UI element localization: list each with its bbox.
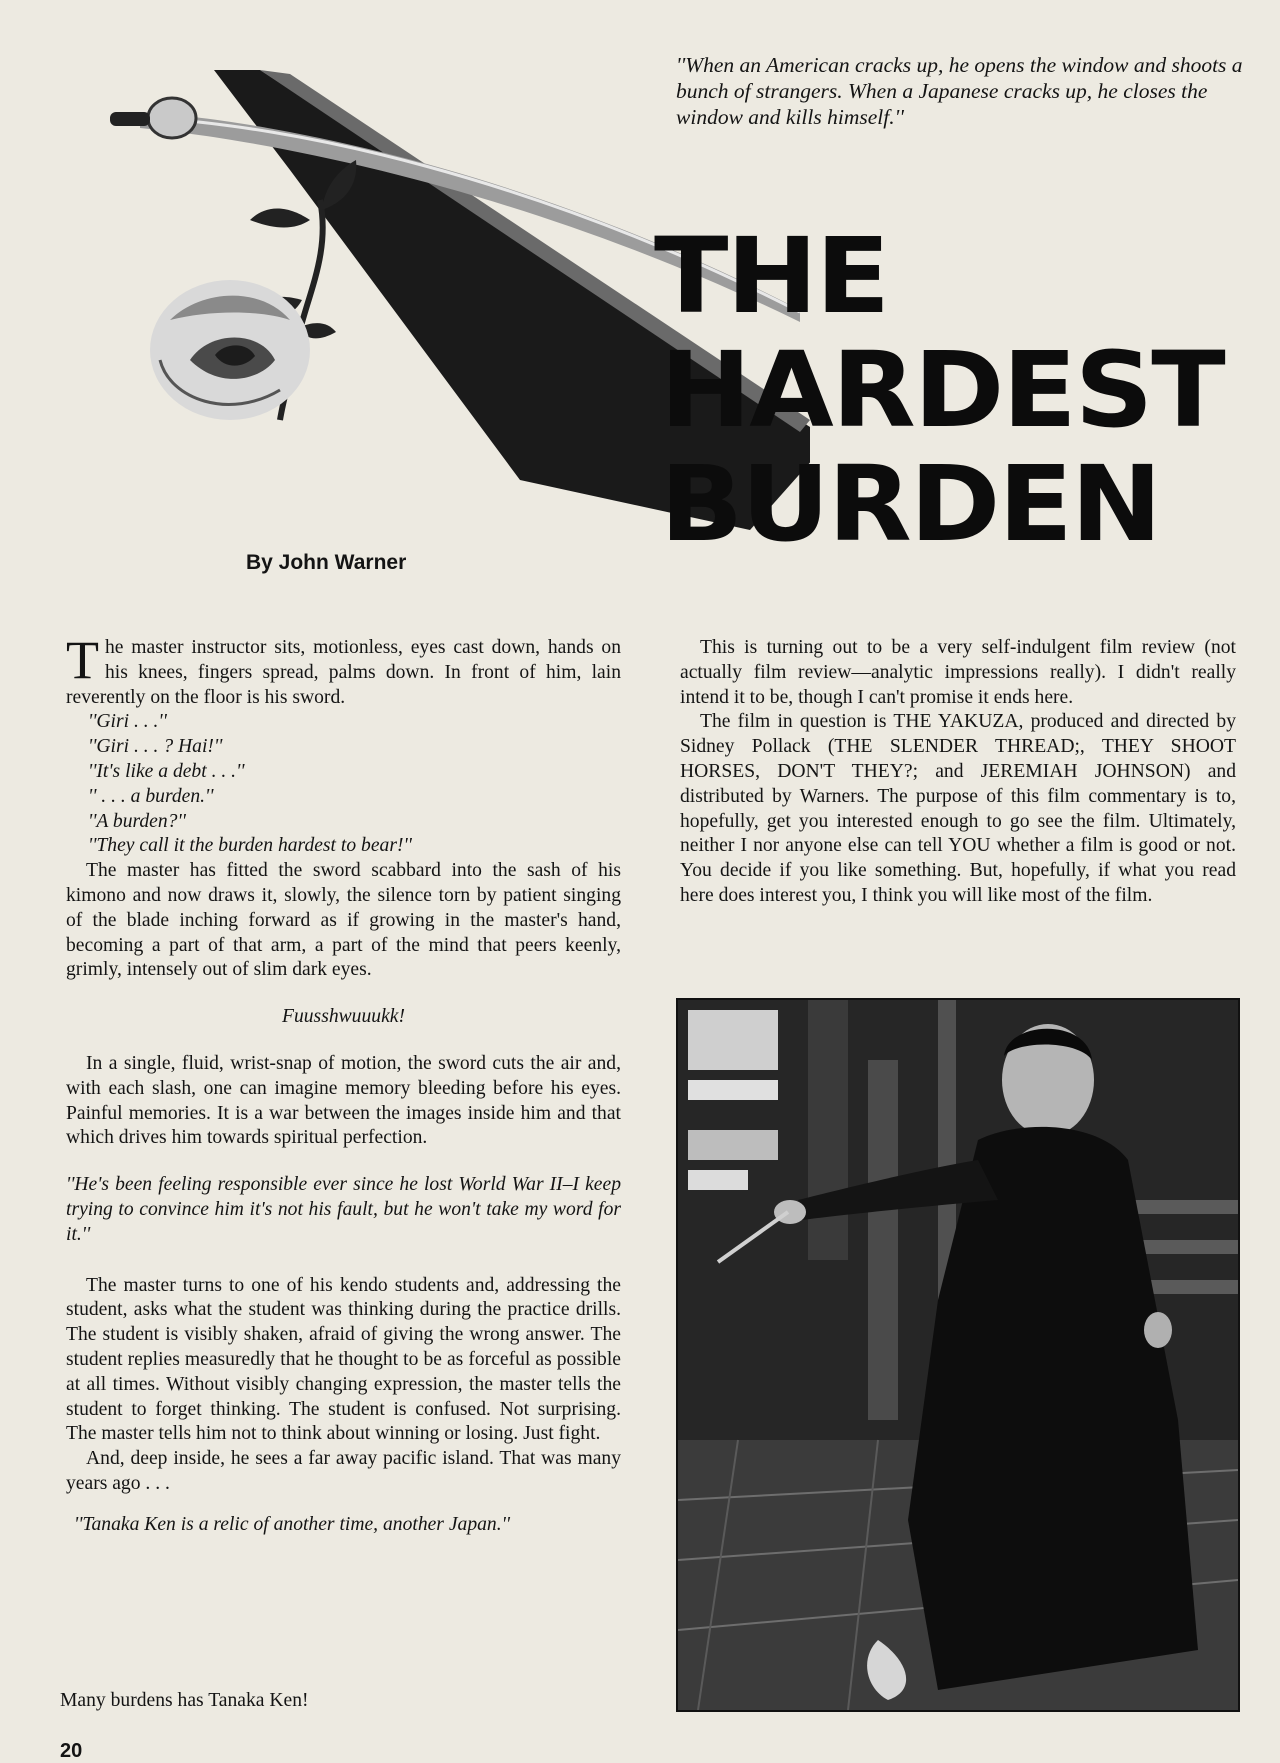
dialogue-line: ''Giri . . . ? Hai!''	[88, 736, 223, 758]
closing-line: Many burdens has Tanaka Ken!	[60, 1690, 309, 1711]
left-column	[66, 630, 621, 1546]
paragraph-review-intro: This is turning out to be a very self-indulgent film review (not actually film review—analytic impressions really). I didn't really intend it to be, though I can't promise it ends here.	[680, 637, 1236, 708]
quote-tanaka: ''Tanaka Ken is a relic of another time, another Japan.''	[74, 1513, 510, 1535]
dialogue-line: '' . . . a burden.''	[88, 785, 214, 807]
dialogue-line: ''It's like a debt . . .''	[88, 760, 245, 782]
sword-guard	[148, 98, 196, 138]
kendo-master-figure	[678, 1000, 1238, 1710]
title-line-2: HARDEST	[660, 329, 1224, 451]
page-number: 20	[60, 1740, 83, 1762]
pull-quote: ''When an American cracks up, he opens the window and shoots a bunch of strangers. When a Japanese cracks up, he closes the window and kills himself.''	[676, 53, 1243, 129]
paragraph-draw-sword: The master has fitted the sword scabbard into the sash of his kimono and now draws it, slowly, the silence torn by patient singing of the blade inching forward as if growing in the master's hand, becoming a part of that arm, a part of the mind that peers keenly, grimly, intensely out of slim dark eyes.	[66, 860, 621, 981]
right-column	[680, 636, 1236, 909]
dialogue-line: ''They call it the burden hardest to bear!''	[88, 835, 412, 857]
dialogue-line: ''A burden?''	[88, 810, 186, 832]
film-still-photo	[676, 998, 1240, 1712]
title-line-1: THE	[654, 215, 889, 337]
sound-effect: Fuusshwuuukk!	[282, 1006, 405, 1028]
paragraph-film-info: The film in question is THE YAKUZA, produced and directed by Sidney Pollack (THE SLENDER THREAD;, THEY SHOOT HORSES, DON'T THEY?; and JEREMIAH JOHNSON) and distributed by Warners. The purpose of this film commentary is to, hopefully, get you interested enough to go see the film. Ultimately, neither I nor anyone else can tell YOU whether a film is good or not. You decide if you like something. But, hopefully, if what you read here does interest you, I think you will like most of the film.	[680, 711, 1236, 906]
drop-cap: T	[66, 630, 99, 690]
rose-flower	[150, 280, 310, 420]
byline: By John Warner	[246, 551, 407, 574]
paragraph-intro: The master instructor sits, motionless, eyes cast down, hands on his knees, fingers spread, palms down. In front of him, lain reverently on the floor is his sword.	[66, 630, 621, 708]
title-line-3: BURDEN	[660, 443, 1161, 565]
paragraph-slash: In a single, fluid, wrist-snap of motion, the sword cuts the air and, with each slash, one can imagine memory bleeding before his eyes. Painful memories. It is a war between the images inside him and that which drives him towards spiritual perfection.	[66, 1052, 621, 1149]
paragraph-island: And, deep inside, he sees a far away pacific island. That was many years ago . . .	[66, 1448, 621, 1494]
quote-world-war: ''He's been feeling responsible ever since he lost World War II–I keep trying to convince him it's not his fault, but he won't take my word for it.''	[66, 1174, 621, 1245]
paragraph-kendo: The master turns to one of his kendo students and, addressing the student, asks what the student was thinking during the practice drills. The student is visibly shaken, afraid of giving the wrong answer. The student replies measuredly that he thought to be as forceful as possible at all times. Without visibly changing expression, the master tells the student to forget thinking. The student is confused. Not surprising. The master tells him not to think about winning or losing. Just fight.	[66, 1274, 621, 1445]
dialogue-line: ''Giri . . .''	[88, 711, 167, 733]
